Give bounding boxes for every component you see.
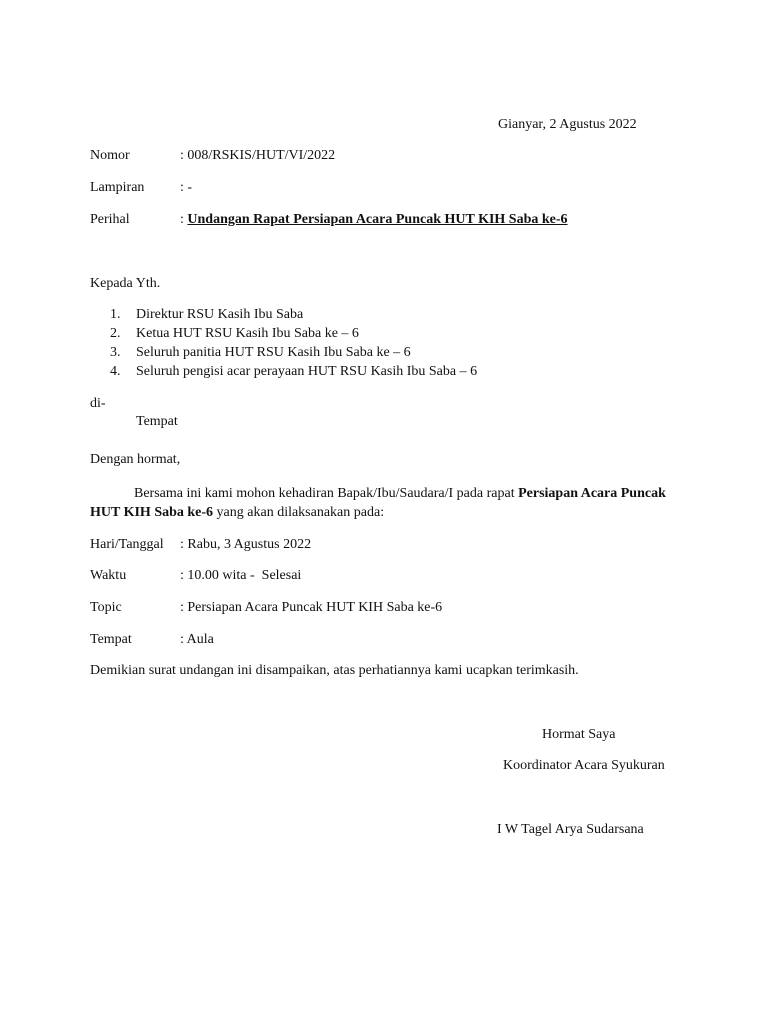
nomor-label: Nomor (90, 148, 130, 163)
di-text: di- (90, 396, 106, 411)
list-number: 3. (110, 345, 121, 360)
body-line-1 (134, 485, 666, 503)
body-text: yang akan dilaksanakan pada: (213, 505, 385, 520)
list-number: 4. (110, 364, 121, 379)
perihal-subject: Undangan Rapat Persiapan Acara Puncak HUT KIH Saba ke-6 (187, 212, 568, 227)
recipient-heading: Kepada Yth. (90, 276, 161, 291)
list-text: Seluruh pengisi acar perayaan HUT RSU Kasih Ibu Saba – 6 (136, 364, 478, 379)
place-date: Gianyar, 2 Agustus 2022 (498, 117, 637, 132)
topic-label: Topic (90, 600, 122, 615)
body-bold-text: HUT KIH Saba ke-6 (90, 505, 214, 520)
list-text: Direktur RSU Kasih Ibu Saba (136, 307, 304, 322)
body-text: Bersama ini kami mohon kehadiran Bapak/Ibu/Saudara/I pada rapat (134, 486, 519, 501)
topic-value: : Persiapan Acara Puncak HUT KIH Saba ke-6 (180, 600, 443, 615)
body-bold-text: Persiapan Acara Puncak (518, 486, 666, 501)
greeting: Dengan hormat, (90, 452, 181, 467)
perihal-label: Perihal (90, 212, 130, 227)
closing-text: Demikian surat undangan ini disampaikan, atas perhatiannya kami ucapkan terimkasih. (90, 663, 579, 678)
tempat-label: Tempat (90, 632, 132, 647)
list-number: 2. (110, 326, 121, 341)
waktu-label: Waktu (90, 568, 127, 583)
position-title: Koordinator Acara Syukuran (503, 758, 665, 773)
perihal-value-row (180, 211, 568, 229)
list-text: Ketua HUT RSU Kasih Ibu Saba ke – 6 (136, 326, 359, 341)
perihal-prefix: : (180, 212, 188, 227)
lampiran-value: : - (180, 180, 193, 195)
tempat-text: Tempat (136, 414, 178, 429)
waktu-value: : 10.00 wita - Selesai (180, 568, 302, 583)
hari-tanggal-label: Hari/Tanggal (90, 537, 164, 552)
signer-name: I W Tagel Arya Sudarsana (497, 822, 644, 837)
nomor-value: : 008/RSKIS/HUT/VI/2022 (180, 148, 336, 163)
body-line-2 (90, 504, 384, 522)
hari-tanggal-value: : Rabu, 3 Agustus 2022 (180, 537, 312, 552)
list-number: 1. (110, 307, 121, 322)
signoff: Hormat Saya (542, 727, 616, 742)
tempat-value: : Aula (180, 632, 214, 647)
list-text: Seluruh panitia HUT RSU Kasih Ibu Saba ke – 6 (136, 345, 411, 360)
lampiran-label: Lampiran (90, 180, 145, 195)
